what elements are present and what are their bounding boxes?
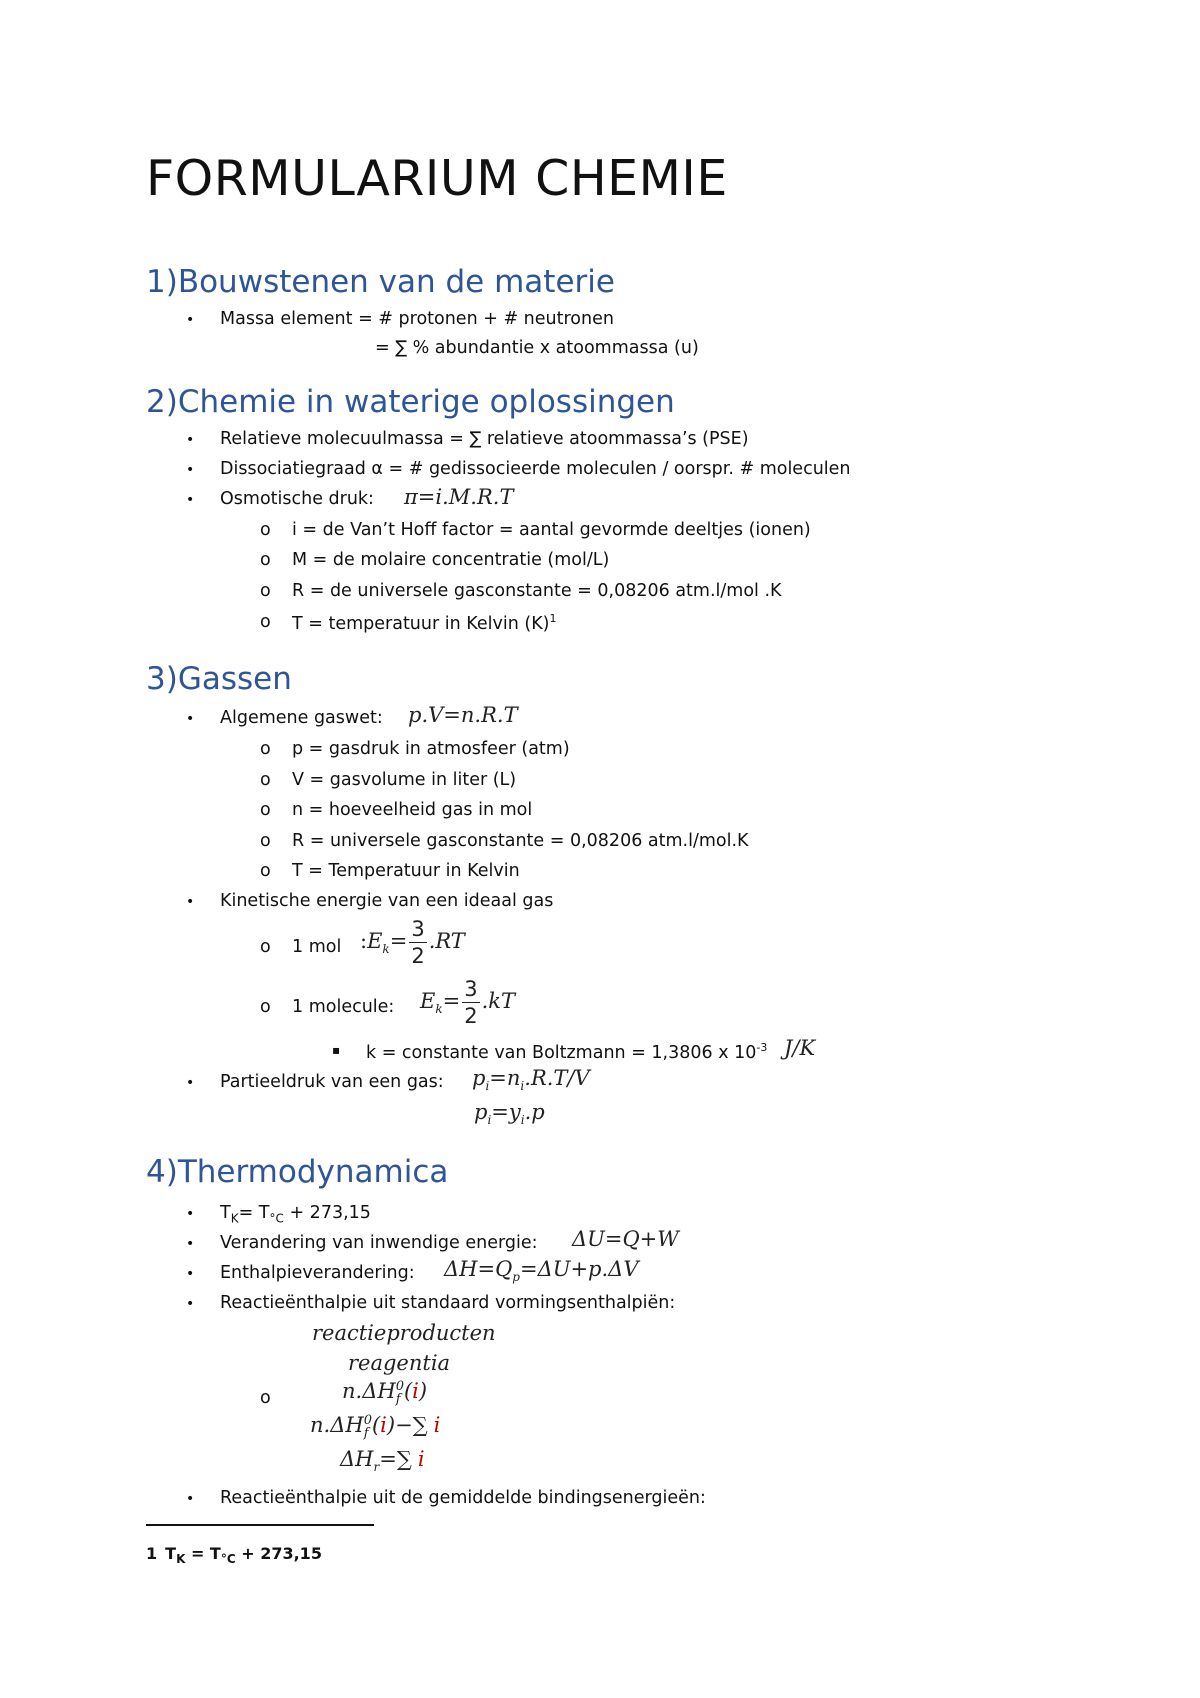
circle-bullet-icon: o (260, 937, 271, 957)
formula: p.V=n.R.T (408, 703, 518, 727)
section-number: 4) (146, 1154, 178, 1190)
section-title: Bouwstenen van de materie (177, 264, 615, 300)
section-title: Thermodynamica (177, 1154, 449, 1190)
bullet-icon: • (186, 1266, 195, 1282)
list-item: Verandering van inwendige energie: (220, 1233, 538, 1253)
bullet-icon: • (186, 1236, 195, 1252)
list-subitem: T = temperatuur in Kelvin $(K)^1$ (292, 612, 557, 634)
list-item: Relatieve molecuulmassa = ∑ relatieve atoommassa’s (PSE) (220, 429, 749, 449)
list-subitem: V = gasvolume in liter (L) (292, 770, 517, 790)
circle-bullet-icon: o (260, 520, 271, 540)
fraction: $\frac{3}{2}$ (464, 977, 478, 1028)
section-title: Chemie in waterige oplossingen (177, 384, 675, 420)
circle-bullet-icon: o (260, 997, 271, 1017)
section-number: 2) (146, 384, 178, 420)
bullet-icon: • (186, 492, 195, 508)
section-number: 3) (146, 661, 178, 697)
circle-bullet-icon: o (260, 1388, 271, 1408)
list-item: Massa element = # protonen + # neutronen (220, 309, 614, 329)
formula-kinetic-mol: $:E_k=$ $\frac{3}{2}$ .RT (360, 917, 465, 968)
section-heading-2 (146, 384, 675, 420)
circle-bullet-icon: o (260, 612, 271, 632)
list-subitem: T = Temperatuur in Kelvin (292, 861, 520, 881)
footnote-divider (146, 1524, 374, 1526)
list-item: Reactieënthalpie uit standaard vormingsenthalpiën: (220, 1293, 676, 1313)
list-item: $T_K= T_{^\circ C} + 273,15$ (220, 1203, 371, 1226)
list-item: Osmotische druk: (220, 489, 374, 509)
list-subitem: p = gasdruk in atmosfeer (atm) (292, 739, 570, 759)
formula-partial-pressure-2: $p_i=y_i.p$ (474, 1100, 545, 1128)
circle-bullet-icon: o (260, 581, 271, 601)
list-item: Dissociatiegraad α = # gedissocieerde moleculen / oorspr. # moleculen (220, 459, 851, 479)
circle-bullet-icon: o (260, 831, 271, 851)
list-subitem: i = de Van’t Hoff factor = aantal gevormde deeltjes (ionen) (292, 520, 811, 540)
list-subitem: R = universele gasconstante = 0,08206 atm.l/mol.K (292, 831, 749, 851)
formula-kinetic-molecule: $E_k=$ $\frac{3}{2}$ .kT (420, 977, 516, 1028)
list-item: Kinetische energie van een ideaal gas (220, 891, 554, 911)
formula-unit: J/K (784, 1036, 816, 1060)
footnote-ref: 1 (549, 612, 557, 625)
bullet-icon: • (186, 312, 195, 328)
formula-label: reactieproducten (312, 1321, 496, 1345)
circle-bullet-icon: o (260, 550, 271, 570)
list-item-continuation: = ∑ % abundantie x atoommassa (u) (375, 338, 699, 358)
formula-label: reagentia (348, 1351, 451, 1375)
bullet-icon: • (186, 432, 195, 448)
list-subsubitem: k = constante van Boltzmann = 1,3806 x $10^{-3}$ (366, 1041, 768, 1063)
bullet-icon: • (186, 711, 195, 727)
bullet-icon: • (186, 1491, 195, 1507)
list-item: Reactieënthalpie uit de gemiddelde bindingsenergieën: (220, 1488, 706, 1508)
bullet-icon: • (186, 1206, 195, 1222)
bullet-icon: • (186, 462, 195, 478)
footnote: 1 $T_K = T_{^\circ C} + 273,15$ (146, 1544, 322, 1567)
section-title: Gassen (177, 661, 292, 697)
formula: π=i.M.R.T (404, 485, 514, 509)
bullet-icon: • (186, 894, 195, 910)
section-number: 1) (146, 264, 178, 300)
document-title: FORMULARIUM CHEMIE (146, 150, 728, 207)
list-subitem: R = de universele gasconstante = 0,08206 atm.l/mol .K (292, 581, 782, 601)
circle-bullet-icon: o (260, 770, 271, 790)
section-heading-4 (146, 1154, 448, 1190)
formula-enthalpy: $\Delta H=Q_p=\Delta U+p.\Delta V$ (444, 1257, 639, 1285)
fraction: $\frac{3}{2}$ (411, 917, 425, 968)
square-bullet-icon: ▪ (332, 1043, 341, 1057)
list-subitem: n = hoeveelheid gas in mol (292, 800, 533, 820)
list-item: Partieeldruk van een gas: (220, 1072, 444, 1092)
formula-formation-2: n.ΔH 0 f (i)−∑ i (310, 1412, 441, 1441)
circle-bullet-icon: o (260, 739, 271, 759)
circle-bullet-icon: o (260, 861, 271, 881)
section-heading-3 (146, 661, 292, 697)
footnote-number: 1 (146, 1544, 158, 1563)
formula-formation-1: n.ΔH 0 f (i) (342, 1378, 428, 1407)
formula: ΔU=Q+W (572, 1227, 679, 1251)
list-item: Algemene gaswet: (220, 708, 383, 728)
list-subitem: 1 molecule: (292, 997, 395, 1017)
formula-formation-3: $\Delta H_r=\sum$ i (340, 1447, 425, 1475)
list-subitem: M = de molaire concentratie (mol/L) (292, 550, 610, 570)
list-subitem: 1 mol (292, 937, 342, 957)
formula-partial-pressure-1: $p_i=n_i.R.T/V$ (472, 1066, 590, 1094)
bullet-icon: • (186, 1075, 195, 1091)
section-heading-1 (146, 264, 615, 300)
bullet-icon: • (186, 1296, 195, 1312)
list-item: Enthalpieverandering: (220, 1263, 415, 1283)
circle-bullet-icon: o (260, 800, 271, 820)
